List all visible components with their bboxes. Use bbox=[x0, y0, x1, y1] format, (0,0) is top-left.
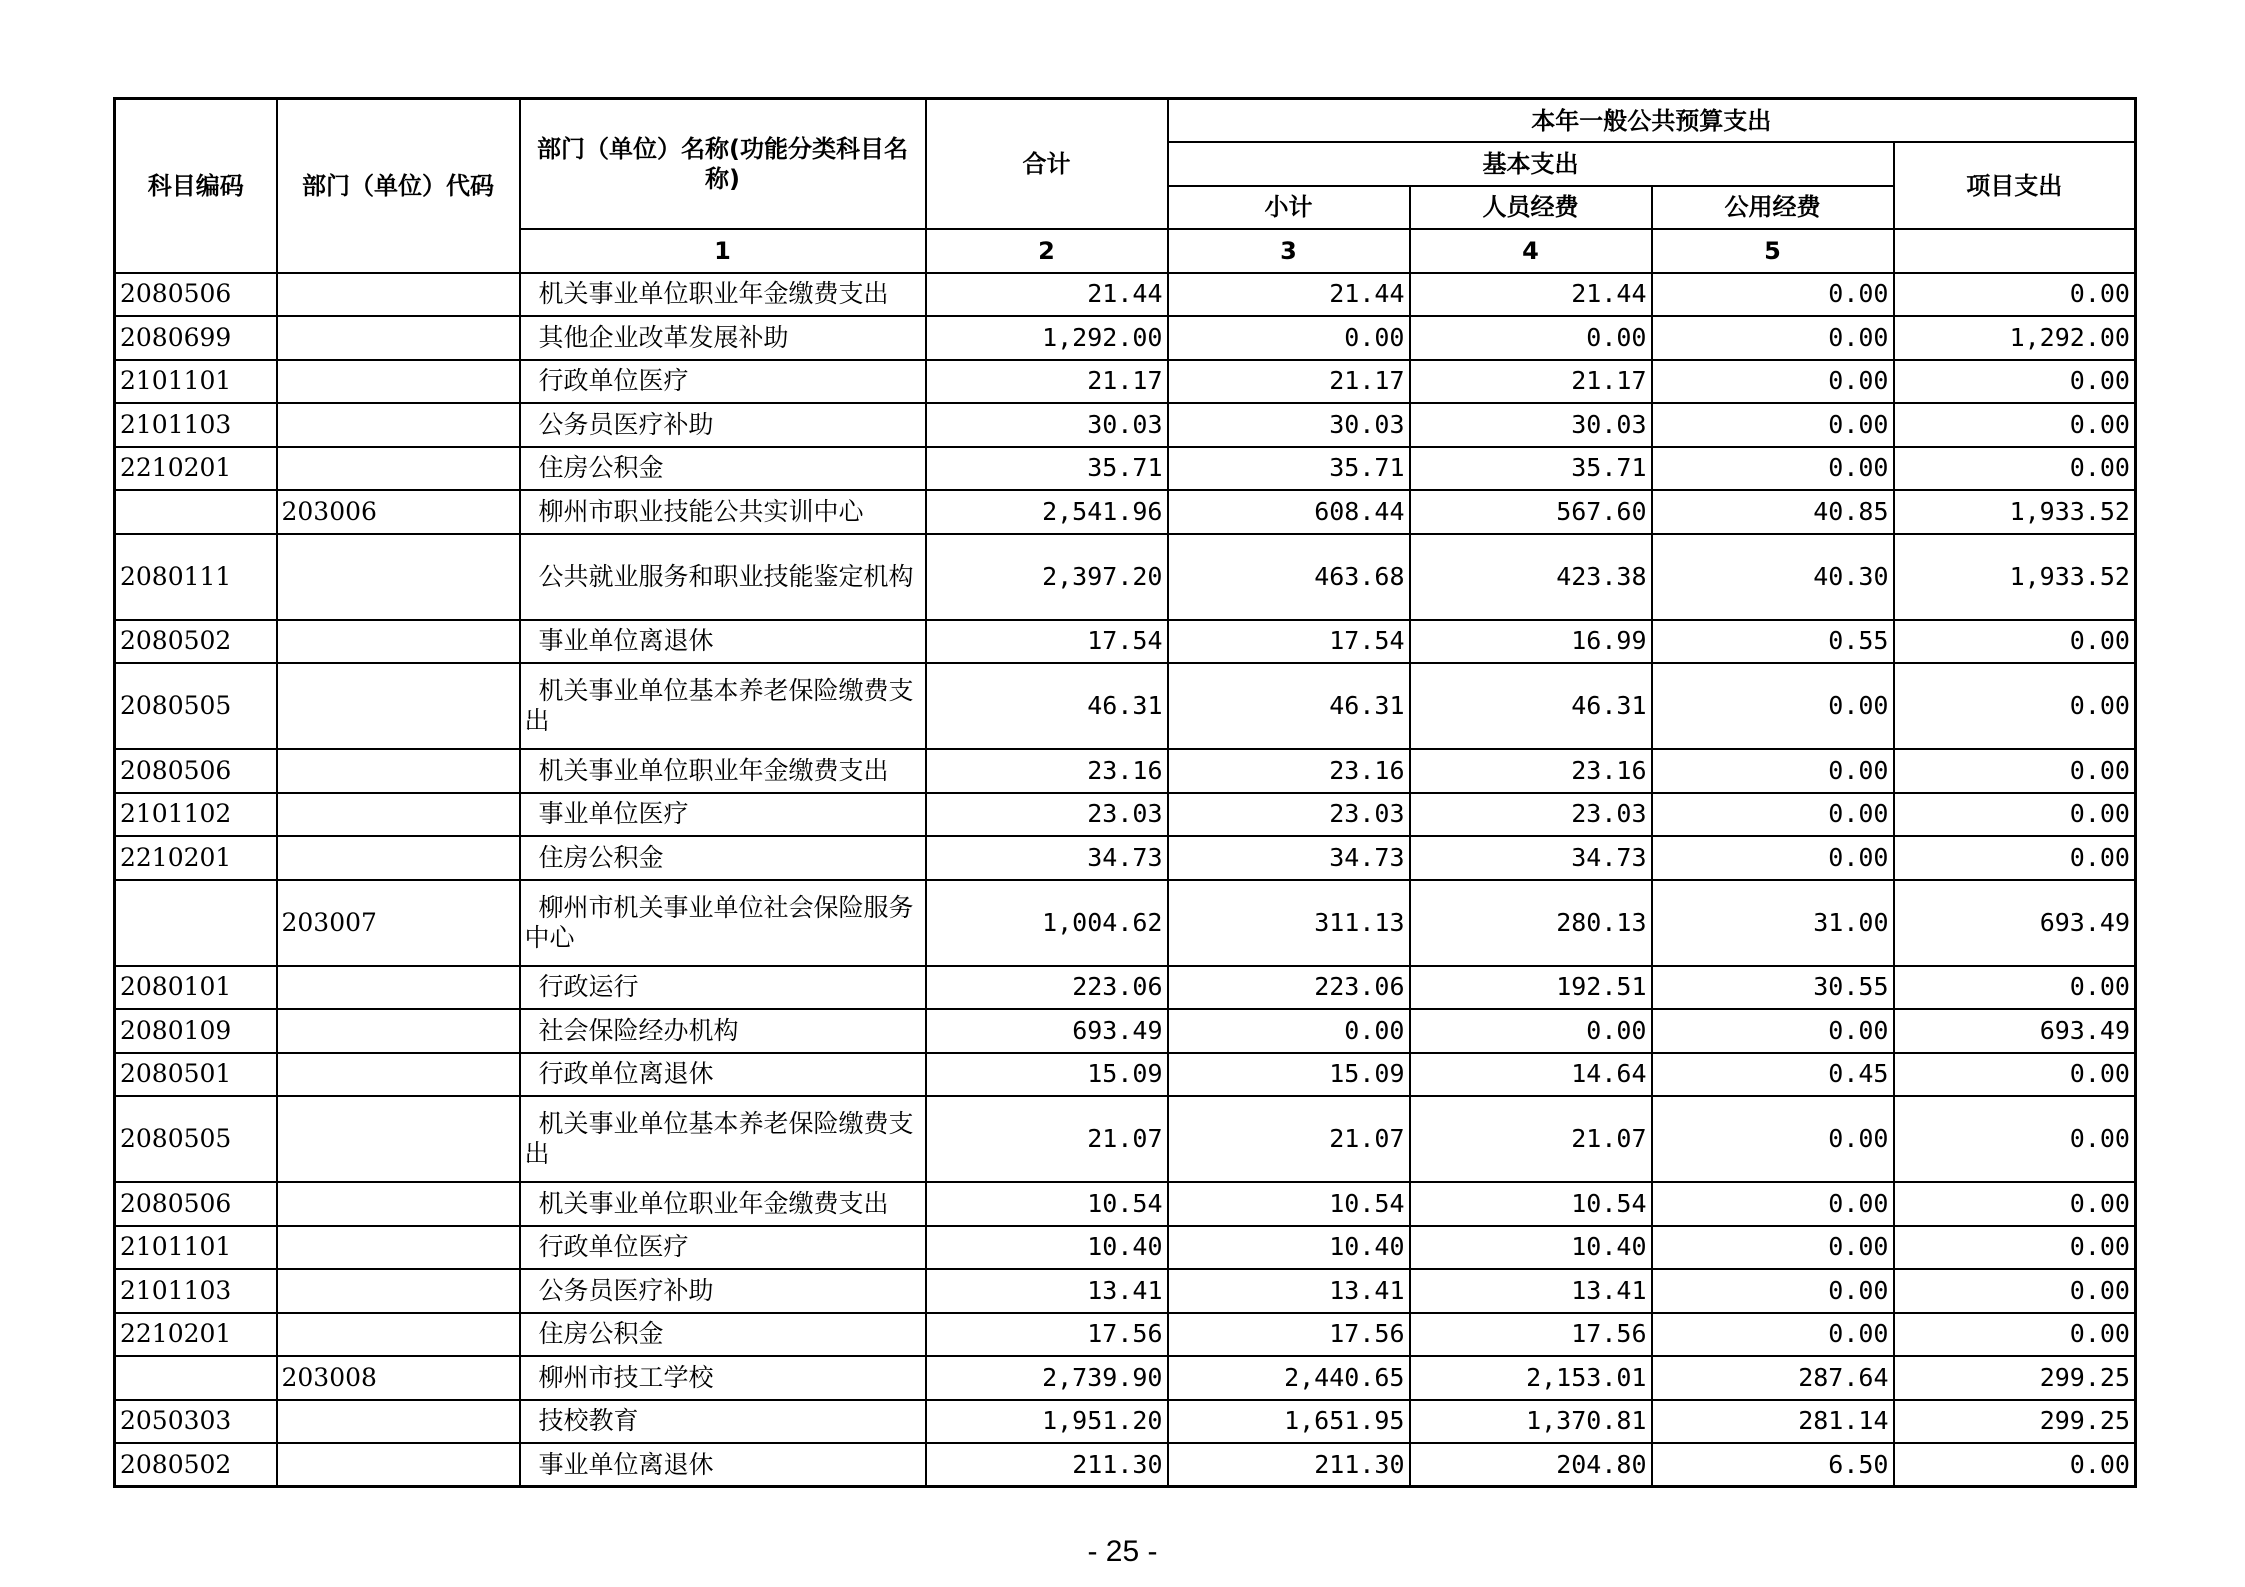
cell-dept-code bbox=[277, 620, 520, 664]
cell-project: 0.00 bbox=[1894, 1096, 2136, 1182]
cell-project: 0.00 bbox=[1894, 447, 2136, 491]
cell-public: 6.50 bbox=[1652, 1443, 1894, 1487]
cell-project: 299.25 bbox=[1894, 1356, 2136, 1400]
header-project: 项目支出 bbox=[1894, 142, 2136, 229]
header-subtotal: 小计 bbox=[1168, 186, 1410, 230]
cell-public: 30.55 bbox=[1652, 966, 1894, 1010]
dept-name-text: 柳州市技工学校 bbox=[538, 1362, 714, 1392]
cell-personnel: 13.41 bbox=[1410, 1269, 1652, 1313]
cell-public: 0.55 bbox=[1652, 620, 1894, 664]
cell-dept-name bbox=[520, 534, 926, 620]
cell-personnel: 21.07 bbox=[1410, 1096, 1652, 1182]
cell-personnel: 23.03 bbox=[1410, 793, 1652, 837]
cell-code: 2101101 bbox=[115, 360, 277, 404]
cell-personnel: 192.51 bbox=[1410, 966, 1652, 1010]
cell-total: 30.03 bbox=[926, 403, 1168, 447]
cell-project: 693.49 bbox=[1894, 880, 2136, 966]
table-row bbox=[115, 316, 2136, 360]
cell-subtotal: 17.56 bbox=[1168, 1313, 1410, 1357]
cell-subtotal: 46.31 bbox=[1168, 663, 1410, 749]
cell-public: 40.30 bbox=[1652, 534, 1894, 620]
cell-dept-code bbox=[277, 1269, 520, 1313]
header-code: 科目编码 bbox=[115, 99, 277, 273]
dept-name-text: 事业单位离退休 bbox=[538, 626, 714, 656]
cell-dept-code: 203008 bbox=[277, 1356, 520, 1400]
table-row bbox=[115, 966, 2136, 1010]
cell-dept-name bbox=[520, 1182, 926, 1226]
dept-name-text: 技校教育 bbox=[538, 1406, 639, 1436]
cell-code: 2210201 bbox=[115, 447, 277, 491]
cell-personnel: 204.80 bbox=[1410, 1443, 1652, 1487]
dept-name-text: 公务员医疗补助 bbox=[538, 409, 714, 439]
cell-project: 0.00 bbox=[1894, 360, 2136, 404]
cell-total: 1,292.00 bbox=[926, 316, 1168, 360]
cell-dept-name bbox=[520, 316, 926, 360]
cell-code: 2210201 bbox=[115, 836, 277, 880]
cell-project: 0.00 bbox=[1894, 620, 2136, 664]
cell-code: 2080506 bbox=[115, 1182, 277, 1226]
cell-dept-code bbox=[277, 1009, 520, 1053]
cell-dept-code: 203007 bbox=[277, 880, 520, 966]
table-row bbox=[115, 1356, 2136, 1400]
header-group-title: 本年一般公共预算支出 bbox=[1168, 99, 2136, 143]
cell-public: 0.45 bbox=[1652, 1053, 1894, 1097]
cell-code: 2080111 bbox=[115, 534, 277, 620]
cell-personnel: 2,153.01 bbox=[1410, 1356, 1652, 1400]
dept-name-text: 住房公积金 bbox=[538, 842, 664, 872]
cell-total: 2,739.90 bbox=[926, 1356, 1168, 1400]
cell-personnel: 23.16 bbox=[1410, 749, 1652, 793]
cell-dept-code bbox=[277, 534, 520, 620]
table-row bbox=[115, 620, 2136, 664]
cell-personnel: 21.44 bbox=[1410, 273, 1652, 317]
cell-personnel: 0.00 bbox=[1410, 316, 1652, 360]
cell-total: 1,951.20 bbox=[926, 1400, 1168, 1444]
cell-dept-name bbox=[520, 1269, 926, 1313]
cell-public: 287.64 bbox=[1652, 1356, 1894, 1400]
dept-name-text: 住房公积金 bbox=[538, 1319, 664, 1349]
cell-dept-code bbox=[277, 360, 520, 404]
cell-public: 40.85 bbox=[1652, 490, 1894, 534]
cell-dept-code bbox=[277, 1226, 520, 1270]
cell-code: 2050303 bbox=[115, 1400, 277, 1444]
table-row bbox=[115, 403, 2136, 447]
cell-dept-code bbox=[277, 966, 520, 1010]
cell-subtotal: 21.44 bbox=[1168, 273, 1410, 317]
cell-subtotal: 13.41 bbox=[1168, 1269, 1410, 1313]
cell-dept-name bbox=[520, 490, 926, 534]
cell-code: 2101103 bbox=[115, 1269, 277, 1313]
cell-project: 0.00 bbox=[1894, 1313, 2136, 1357]
cell-subtotal: 10.54 bbox=[1168, 1182, 1410, 1226]
cell-dept-name bbox=[520, 403, 926, 447]
cell-project: 693.49 bbox=[1894, 1009, 2136, 1053]
cell-total: 693.49 bbox=[926, 1009, 1168, 1053]
cell-total: 34.73 bbox=[926, 836, 1168, 880]
cell-public: 31.00 bbox=[1652, 880, 1894, 966]
table-header bbox=[115, 99, 2136, 273]
cell-subtotal: 211.30 bbox=[1168, 1443, 1410, 1487]
cell-total: 2,397.20 bbox=[926, 534, 1168, 620]
cell-total: 23.03 bbox=[926, 793, 1168, 837]
cell-personnel: 423.38 bbox=[1410, 534, 1652, 620]
cell-code: 2101102 bbox=[115, 793, 277, 837]
cell-public: 0.00 bbox=[1652, 1269, 1894, 1313]
header-col-3: 3 bbox=[1168, 229, 1410, 273]
cell-subtotal: 10.40 bbox=[1168, 1226, 1410, 1270]
cell-public: 0.00 bbox=[1652, 1313, 1894, 1357]
cell-total: 211.30 bbox=[926, 1443, 1168, 1487]
cell-dept-name bbox=[520, 1443, 926, 1487]
cell-public: 0.00 bbox=[1652, 316, 1894, 360]
cell-dept-name bbox=[520, 966, 926, 1010]
table-row bbox=[115, 1269, 2136, 1313]
cell-dept-code bbox=[277, 793, 520, 837]
cell-project: 0.00 bbox=[1894, 403, 2136, 447]
cell-code: 2210201 bbox=[115, 1313, 277, 1357]
cell-subtotal: 1,651.95 bbox=[1168, 1400, 1410, 1444]
cell-dept-code bbox=[277, 1443, 520, 1487]
cell-public: 0.00 bbox=[1652, 793, 1894, 837]
cell-dept-name bbox=[520, 1096, 926, 1182]
cell-personnel: 280.13 bbox=[1410, 880, 1652, 966]
table-row bbox=[115, 490, 2136, 534]
cell-project: 1,933.52 bbox=[1894, 534, 2136, 620]
cell-public: 281.14 bbox=[1652, 1400, 1894, 1444]
cell-code bbox=[115, 490, 277, 534]
cell-dept-name bbox=[520, 663, 926, 749]
cell-subtotal: 2,440.65 bbox=[1168, 1356, 1410, 1400]
cell-total: 46.31 bbox=[926, 663, 1168, 749]
cell-code: 2101103 bbox=[115, 403, 277, 447]
cell-public: 0.00 bbox=[1652, 749, 1894, 793]
cell-dept-code bbox=[277, 1400, 520, 1444]
cell-code bbox=[115, 1356, 277, 1400]
cell-personnel: 34.73 bbox=[1410, 836, 1652, 880]
cell-public: 0.00 bbox=[1652, 1226, 1894, 1270]
dept-name-text: 柳州市职业技能公共实训中心 bbox=[538, 496, 864, 526]
cell-project: 0.00 bbox=[1894, 836, 2136, 880]
cell-code: 2080505 bbox=[115, 663, 277, 749]
cell-project: 0.00 bbox=[1894, 966, 2136, 1010]
header-col-5: 5 bbox=[1652, 229, 1894, 273]
cell-total: 1,004.62 bbox=[926, 880, 1168, 966]
cell-dept-code bbox=[277, 273, 520, 317]
table-row bbox=[115, 1053, 2136, 1097]
cell-public: 0.00 bbox=[1652, 1009, 1894, 1053]
cell-public: 0.00 bbox=[1652, 273, 1894, 317]
cell-code: 2080502 bbox=[115, 1443, 277, 1487]
header-basic: 基本支出 bbox=[1168, 142, 1894, 186]
cell-subtotal: 311.13 bbox=[1168, 880, 1410, 966]
cell-total: 23.16 bbox=[926, 749, 1168, 793]
cell-project: 0.00 bbox=[1894, 1226, 2136, 1270]
cell-code: 2080502 bbox=[115, 620, 277, 664]
cell-project: 0.00 bbox=[1894, 749, 2136, 793]
cell-total: 13.41 bbox=[926, 1269, 1168, 1313]
cell-total: 35.71 bbox=[926, 447, 1168, 491]
table-row bbox=[115, 1096, 2136, 1182]
cell-code: 2080505 bbox=[115, 1096, 277, 1182]
cell-dept-code: 203006 bbox=[277, 490, 520, 534]
cell-dept-code bbox=[277, 316, 520, 360]
dept-name-text: 柳州市机关事业单位社会保险服务中心 bbox=[524, 892, 914, 952]
cell-dept-name bbox=[520, 360, 926, 404]
table-row bbox=[115, 793, 2136, 837]
cell-subtotal: 21.17 bbox=[1168, 360, 1410, 404]
cell-dept-code bbox=[277, 749, 520, 793]
cell-dept-name bbox=[520, 620, 926, 664]
dept-name-text: 行政单位医疗 bbox=[538, 1232, 689, 1262]
header-public: 公用经费 bbox=[1652, 186, 1894, 230]
budget-table-container bbox=[113, 97, 2136, 1488]
cell-project: 0.00 bbox=[1894, 1269, 2136, 1313]
cell-public: 0.00 bbox=[1652, 663, 1894, 749]
cell-subtotal: 463.68 bbox=[1168, 534, 1410, 620]
cell-total: 21.17 bbox=[926, 360, 1168, 404]
dept-name-text: 公共就业服务和职业技能鉴定机构 bbox=[538, 561, 914, 591]
table-row bbox=[115, 836, 2136, 880]
dept-name-text: 机关事业单位职业年金缴费支出 bbox=[538, 1188, 889, 1218]
cell-subtotal: 0.00 bbox=[1168, 316, 1410, 360]
table-row bbox=[115, 273, 2136, 317]
cell-code: 2080506 bbox=[115, 749, 277, 793]
cell-code: 2080501 bbox=[115, 1053, 277, 1097]
cell-dept-name bbox=[520, 793, 926, 837]
table-row bbox=[115, 880, 2136, 966]
cell-total: 2,541.96 bbox=[926, 490, 1168, 534]
cell-code: 2080101 bbox=[115, 966, 277, 1010]
table-row bbox=[115, 360, 2136, 404]
cell-total: 10.54 bbox=[926, 1182, 1168, 1226]
dept-name-text: 事业单位医疗 bbox=[538, 799, 689, 829]
table-body bbox=[115, 273, 2136, 1487]
header-dept-code: 部门（单位）代码 bbox=[277, 99, 520, 273]
cell-subtotal: 15.09 bbox=[1168, 1053, 1410, 1097]
cell-code: 2080109 bbox=[115, 1009, 277, 1053]
header-total: 合计 bbox=[926, 99, 1168, 230]
cell-subtotal: 17.54 bbox=[1168, 620, 1410, 664]
cell-dept-name bbox=[520, 273, 926, 317]
cell-subtotal: 23.03 bbox=[1168, 793, 1410, 837]
cell-public: 0.00 bbox=[1652, 447, 1894, 491]
cell-personnel: 567.60 bbox=[1410, 490, 1652, 534]
cell-personnel: 17.56 bbox=[1410, 1313, 1652, 1357]
cell-dept-name bbox=[520, 880, 926, 966]
cell-total: 21.44 bbox=[926, 273, 1168, 317]
cell-dept-name bbox=[520, 1400, 926, 1444]
table-row bbox=[115, 1009, 2136, 1053]
dept-name-text: 机关事业单位基本养老保险缴费支出 bbox=[524, 1109, 914, 1168]
cell-dept-name bbox=[520, 1226, 926, 1270]
cell-dept-name bbox=[520, 1313, 926, 1357]
cell-public: 0.00 bbox=[1652, 1182, 1894, 1226]
dept-name-text: 住房公积金 bbox=[538, 453, 664, 483]
cell-code bbox=[115, 880, 277, 966]
cell-dept-code bbox=[277, 447, 520, 491]
cell-subtotal: 34.73 bbox=[1168, 836, 1410, 880]
cell-personnel: 10.40 bbox=[1410, 1226, 1652, 1270]
cell-personnel: 10.54 bbox=[1410, 1182, 1652, 1226]
dept-name-text: 事业单位离退休 bbox=[538, 1449, 714, 1479]
cell-personnel: 0.00 bbox=[1410, 1009, 1652, 1053]
cell-subtotal: 21.07 bbox=[1168, 1096, 1410, 1182]
table-row bbox=[115, 1443, 2136, 1487]
cell-dept-code bbox=[277, 1313, 520, 1357]
cell-subtotal: 608.44 bbox=[1168, 490, 1410, 534]
dept-name-text: 行政单位离退休 bbox=[538, 1059, 714, 1089]
cell-total: 15.09 bbox=[926, 1053, 1168, 1097]
cell-project: 0.00 bbox=[1894, 1053, 2136, 1097]
table-row bbox=[115, 447, 2136, 491]
cell-dept-code bbox=[277, 403, 520, 447]
cell-code: 2101101 bbox=[115, 1226, 277, 1270]
cell-dept-name bbox=[520, 1356, 926, 1400]
cell-project: 0.00 bbox=[1894, 663, 2136, 749]
cell-subtotal: 35.71 bbox=[1168, 447, 1410, 491]
cell-personnel: 1,370.81 bbox=[1410, 1400, 1652, 1444]
cell-dept-code bbox=[277, 1096, 520, 1182]
cell-project: 0.00 bbox=[1894, 793, 2136, 837]
header-col-1: 1 bbox=[520, 229, 926, 273]
header-col-2: 2 bbox=[926, 229, 1168, 273]
page-number: - 25 - bbox=[1087, 1535, 1158, 1568]
cell-dept-code bbox=[277, 1053, 520, 1097]
cell-personnel: 35.71 bbox=[1410, 447, 1652, 491]
cell-subtotal: 0.00 bbox=[1168, 1009, 1410, 1053]
dept-name-text: 行政单位医疗 bbox=[538, 366, 689, 396]
cell-dept-name bbox=[520, 1009, 926, 1053]
cell-public: 0.00 bbox=[1652, 1096, 1894, 1182]
cell-subtotal: 30.03 bbox=[1168, 403, 1410, 447]
cell-project: 0.00 bbox=[1894, 1182, 2136, 1226]
table-row bbox=[115, 1400, 2136, 1444]
cell-total: 10.40 bbox=[926, 1226, 1168, 1270]
cell-dept-name bbox=[520, 1053, 926, 1097]
table-row bbox=[115, 1313, 2136, 1357]
dept-name-text: 公务员医疗补助 bbox=[538, 1275, 714, 1305]
cell-personnel: 46.31 bbox=[1410, 663, 1652, 749]
cell-public: 0.00 bbox=[1652, 403, 1894, 447]
dept-name-text: 其他企业改革发展补助 bbox=[538, 322, 789, 352]
dept-name-text: 机关事业单位职业年金缴费支出 bbox=[538, 279, 889, 309]
cell-project: 0.00 bbox=[1894, 273, 2136, 317]
cell-dept-name bbox=[520, 836, 926, 880]
cell-dept-code bbox=[277, 663, 520, 749]
cell-project: 299.25 bbox=[1894, 1400, 2136, 1444]
cell-code: 2080699 bbox=[115, 316, 277, 360]
cell-dept-code bbox=[277, 836, 520, 880]
cell-personnel: 16.99 bbox=[1410, 620, 1652, 664]
table-row bbox=[115, 1226, 2136, 1270]
cell-code: 2080506 bbox=[115, 273, 277, 317]
cell-subtotal: 223.06 bbox=[1168, 966, 1410, 1010]
dept-name-text: 社会保险经办机构 bbox=[538, 1015, 739, 1045]
cell-personnel: 21.17 bbox=[1410, 360, 1652, 404]
dept-name-text: 机关事业单位职业年金缴费支出 bbox=[538, 755, 889, 785]
cell-total: 21.07 bbox=[926, 1096, 1168, 1182]
cell-subtotal: 23.16 bbox=[1168, 749, 1410, 793]
cell-public: 0.00 bbox=[1652, 360, 1894, 404]
cell-project: 0.00 bbox=[1894, 1443, 2136, 1487]
cell-dept-name bbox=[520, 749, 926, 793]
header-dept-name: 部门（单位）名称(功能分类科目名称) bbox=[520, 99, 926, 230]
table-row bbox=[115, 534, 2136, 620]
cell-personnel: 14.64 bbox=[1410, 1053, 1652, 1097]
cell-project: 1,292.00 bbox=[1894, 316, 2136, 360]
budget-table bbox=[113, 97, 2137, 1488]
cell-public: 0.00 bbox=[1652, 836, 1894, 880]
cell-dept-name bbox=[520, 447, 926, 491]
cell-total: 17.56 bbox=[926, 1313, 1168, 1357]
cell-total: 17.54 bbox=[926, 620, 1168, 664]
cell-project: 1,933.52 bbox=[1894, 490, 2136, 534]
table-row bbox=[115, 749, 2136, 793]
header-col-4: 4 bbox=[1410, 229, 1652, 273]
cell-personnel: 30.03 bbox=[1410, 403, 1652, 447]
dept-name-text: 行政运行 bbox=[538, 972, 639, 1002]
cell-dept-code bbox=[277, 1182, 520, 1226]
header-personnel: 人员经费 bbox=[1410, 186, 1652, 230]
table-row bbox=[115, 1182, 2136, 1226]
table-row bbox=[115, 663, 2136, 749]
dept-name-text: 机关事业单位基本养老保险缴费支出 bbox=[524, 676, 914, 735]
cell-total: 223.06 bbox=[926, 966, 1168, 1010]
